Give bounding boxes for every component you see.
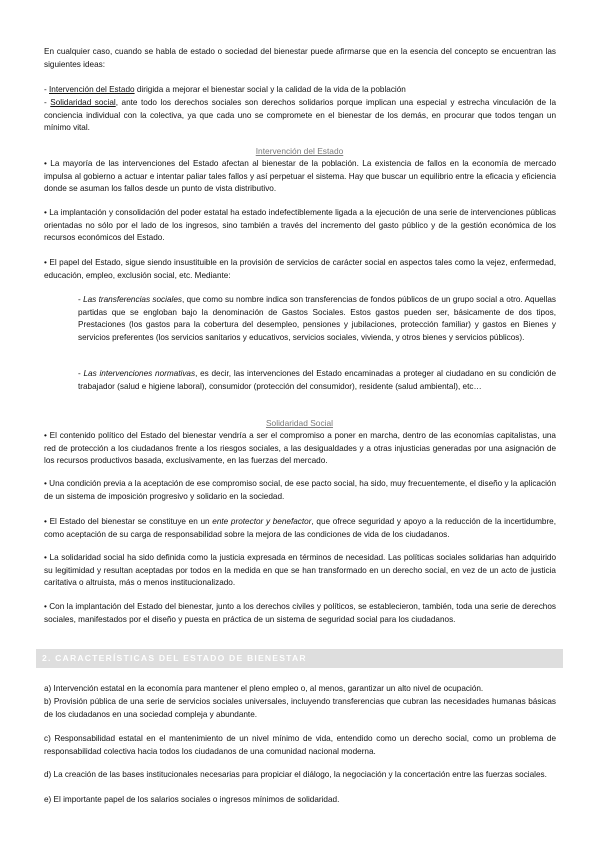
section-title-bar — [36, 649, 563, 668]
intervencion-p1: • La mayoría de las intervenciones del Estado afectan al bienestar de la población. La existencia de fallos en la economía de mercado impulsa al gobierno a actuar e intentar paliar tales fallos y así perpetuar el sistema. Hay que buscar un equilibrio entre la eficacia y eficiencia donde se asuman los fallos desde un punto de vista distributivo. — [44, 159, 556, 193]
heading-solidaridad: Solidaridad Social — [265, 418, 334, 428]
intro-item-intervencion: - Intervención del Estado dirigida a mejorar el bienestar social y la calidad de la vida de la población — [44, 85, 406, 94]
intervencion-p3: • El papel del Estado, sigue siendo insustituible en la provisión de servicios de carácter social en aspectos tales como la vejez, enfermedad, educación, empleo, exclusión social, etc. Mediante: — [44, 258, 556, 280]
caracteristica-c: c) Responsabilidad estatal en el mantenimiento de un nivel mínimo de vida, entendido como un derecho social, como un problema de responsabilidad colectiva hacia todos los ciudadanos de una comunidad nacional moderna. — [44, 734, 556, 756]
intervencion-sub-normativas: - Las intervenciones normativas, es decir, las intervenciones del Estado encaminadas a proteger al ciudadano en su condición de trabajador (salud e higiene laboral), consumidor (protección del consumidor), residente (salud ambiental), etc… — [78, 369, 556, 391]
caracteristica-a: a) Intervención estatal en la economía para mantener el pleno empleo o, al menos, garantizar un alto nivel de ocupación. — [44, 684, 484, 693]
caracteristica-e: e) El importante papel de los salarios sociales o ingresos mínimos de solidaridad. — [44, 795, 340, 804]
term-intervencion: Intervención del Estado — [49, 85, 135, 94]
term-solidaridad: Solidaridad social — [50, 98, 116, 107]
caracteristica-d: d) La creación de las bases institucionales necesarias para propiciar el diálogo, la negociación y la concertación entre las fuerzas sociales. — [44, 770, 547, 779]
caracteristica-b: b) Provisión pública de una serie de servicios sociales universales, incluyendo transferencias que cubran las necesidades humanas básicas de los ciudadanos en una sociedad compleja y abundante. — [44, 697, 556, 719]
term-normativas: Las intervenciones normativas — [83, 369, 196, 378]
heading-intervencion: Intervención del Estado — [255, 146, 344, 156]
solidaridad-p4: • La solidaridad social ha sido definida como la justicia expresada en términos de necesidad. Las políticas sociales solidarias han adquirido su legitimidad y resultan aceptadas por todos en la medida en que se han transformado en un derecho social, en vez de un acto de justicia caritativa o altruista, más o menos institucionalizado. — [44, 553, 556, 587]
section-title: 2. CARACTERÍSTICAS DEL ESTADO DE BIENESTAR — [42, 653, 307, 663]
intro-paragraph: En cualquier caso, cuando se habla de estado o sociedad del bienestar puede afirmarse que en la esencia del concepto se encuentran las siguientes ideas: — [44, 47, 556, 69]
intervencion-sub-transferencias: - Las transferencias sociales, que como su nombre indica son transferencias de fondos públicos de un grupo social a otro. Aquellas partidas que se engloban bajo la denominación de Gastos Sociales. Estos gastos pueden ser, básicamente de dos tipos, Prestaciones (los gastos para la cobertura del desempleo, pensiones y jubilaciones, protección familiar) y gastos en Bienes y servicios preferentes (los servicios sanitarios y educativos, servicios sociales, vivienda, y otros bienes y servicios públicos). — [78, 295, 556, 342]
intro-item-solidaridad: - Solidaridad social, ante todo los derechos sociales son derechos solidarios porque implican una especial y estrecha vinculación de la conciencia individual con la colectiva, ya que cada uno se compromete en el bienestar de los demás, en procurar que todos tengan un mínimo vital. — [44, 98, 556, 132]
solidaridad-p5: • Con la implantación del Estado del bienestar, junto a los derechos civiles y políticos, se establecieron, también, toda una serie de derechos sociales, manifestados por el diseño y puesta en práctica de un sistema de seguridad social para los ciudadanos. — [44, 602, 556, 624]
term-transferencias: Las transferencias sociales — [83, 295, 182, 304]
solidaridad-p3: • El Estado del bienestar se constituye en un ente protector y benefactor, que ofrece seguridad y apoyo a la reducción de la incertidumbre, como aceptación de su carga de responsabilidad sobre la mejora de las condiciones de vida de los ciudadanos. — [44, 517, 556, 539]
solidaridad-p1: • El contenido político del Estado del bienestar vendría a ser el compromiso a poner en marcha, dentro de las economías capitalistas, una red de protección a los ciudadanos frente a los riesgos sociales, a las desigualdades y a otras injusticias generadas por una asignación de los recursos productivos basada, exclusivamente, en las fuerzas del mercado. — [44, 431, 556, 465]
intervencion-p2: • La implantación y consolidación del poder estatal ha estado indefectiblemente ligada a la ejecución de una serie de intervenciones públicas orientadas no sólo por el lado de los ingresos, sino también a través del incremento del gasto público y de la gestión económica de los recursos económicos del Estado. — [44, 208, 556, 242]
solidaridad-p2: • Una condición previa a la aceptación de ese compromiso social, de ese pacto social, ha sido, muy frecuentemente, el diseño y la aplicación de un sistema de imposición progresivo y solidario en la sociedad. — [44, 479, 556, 501]
